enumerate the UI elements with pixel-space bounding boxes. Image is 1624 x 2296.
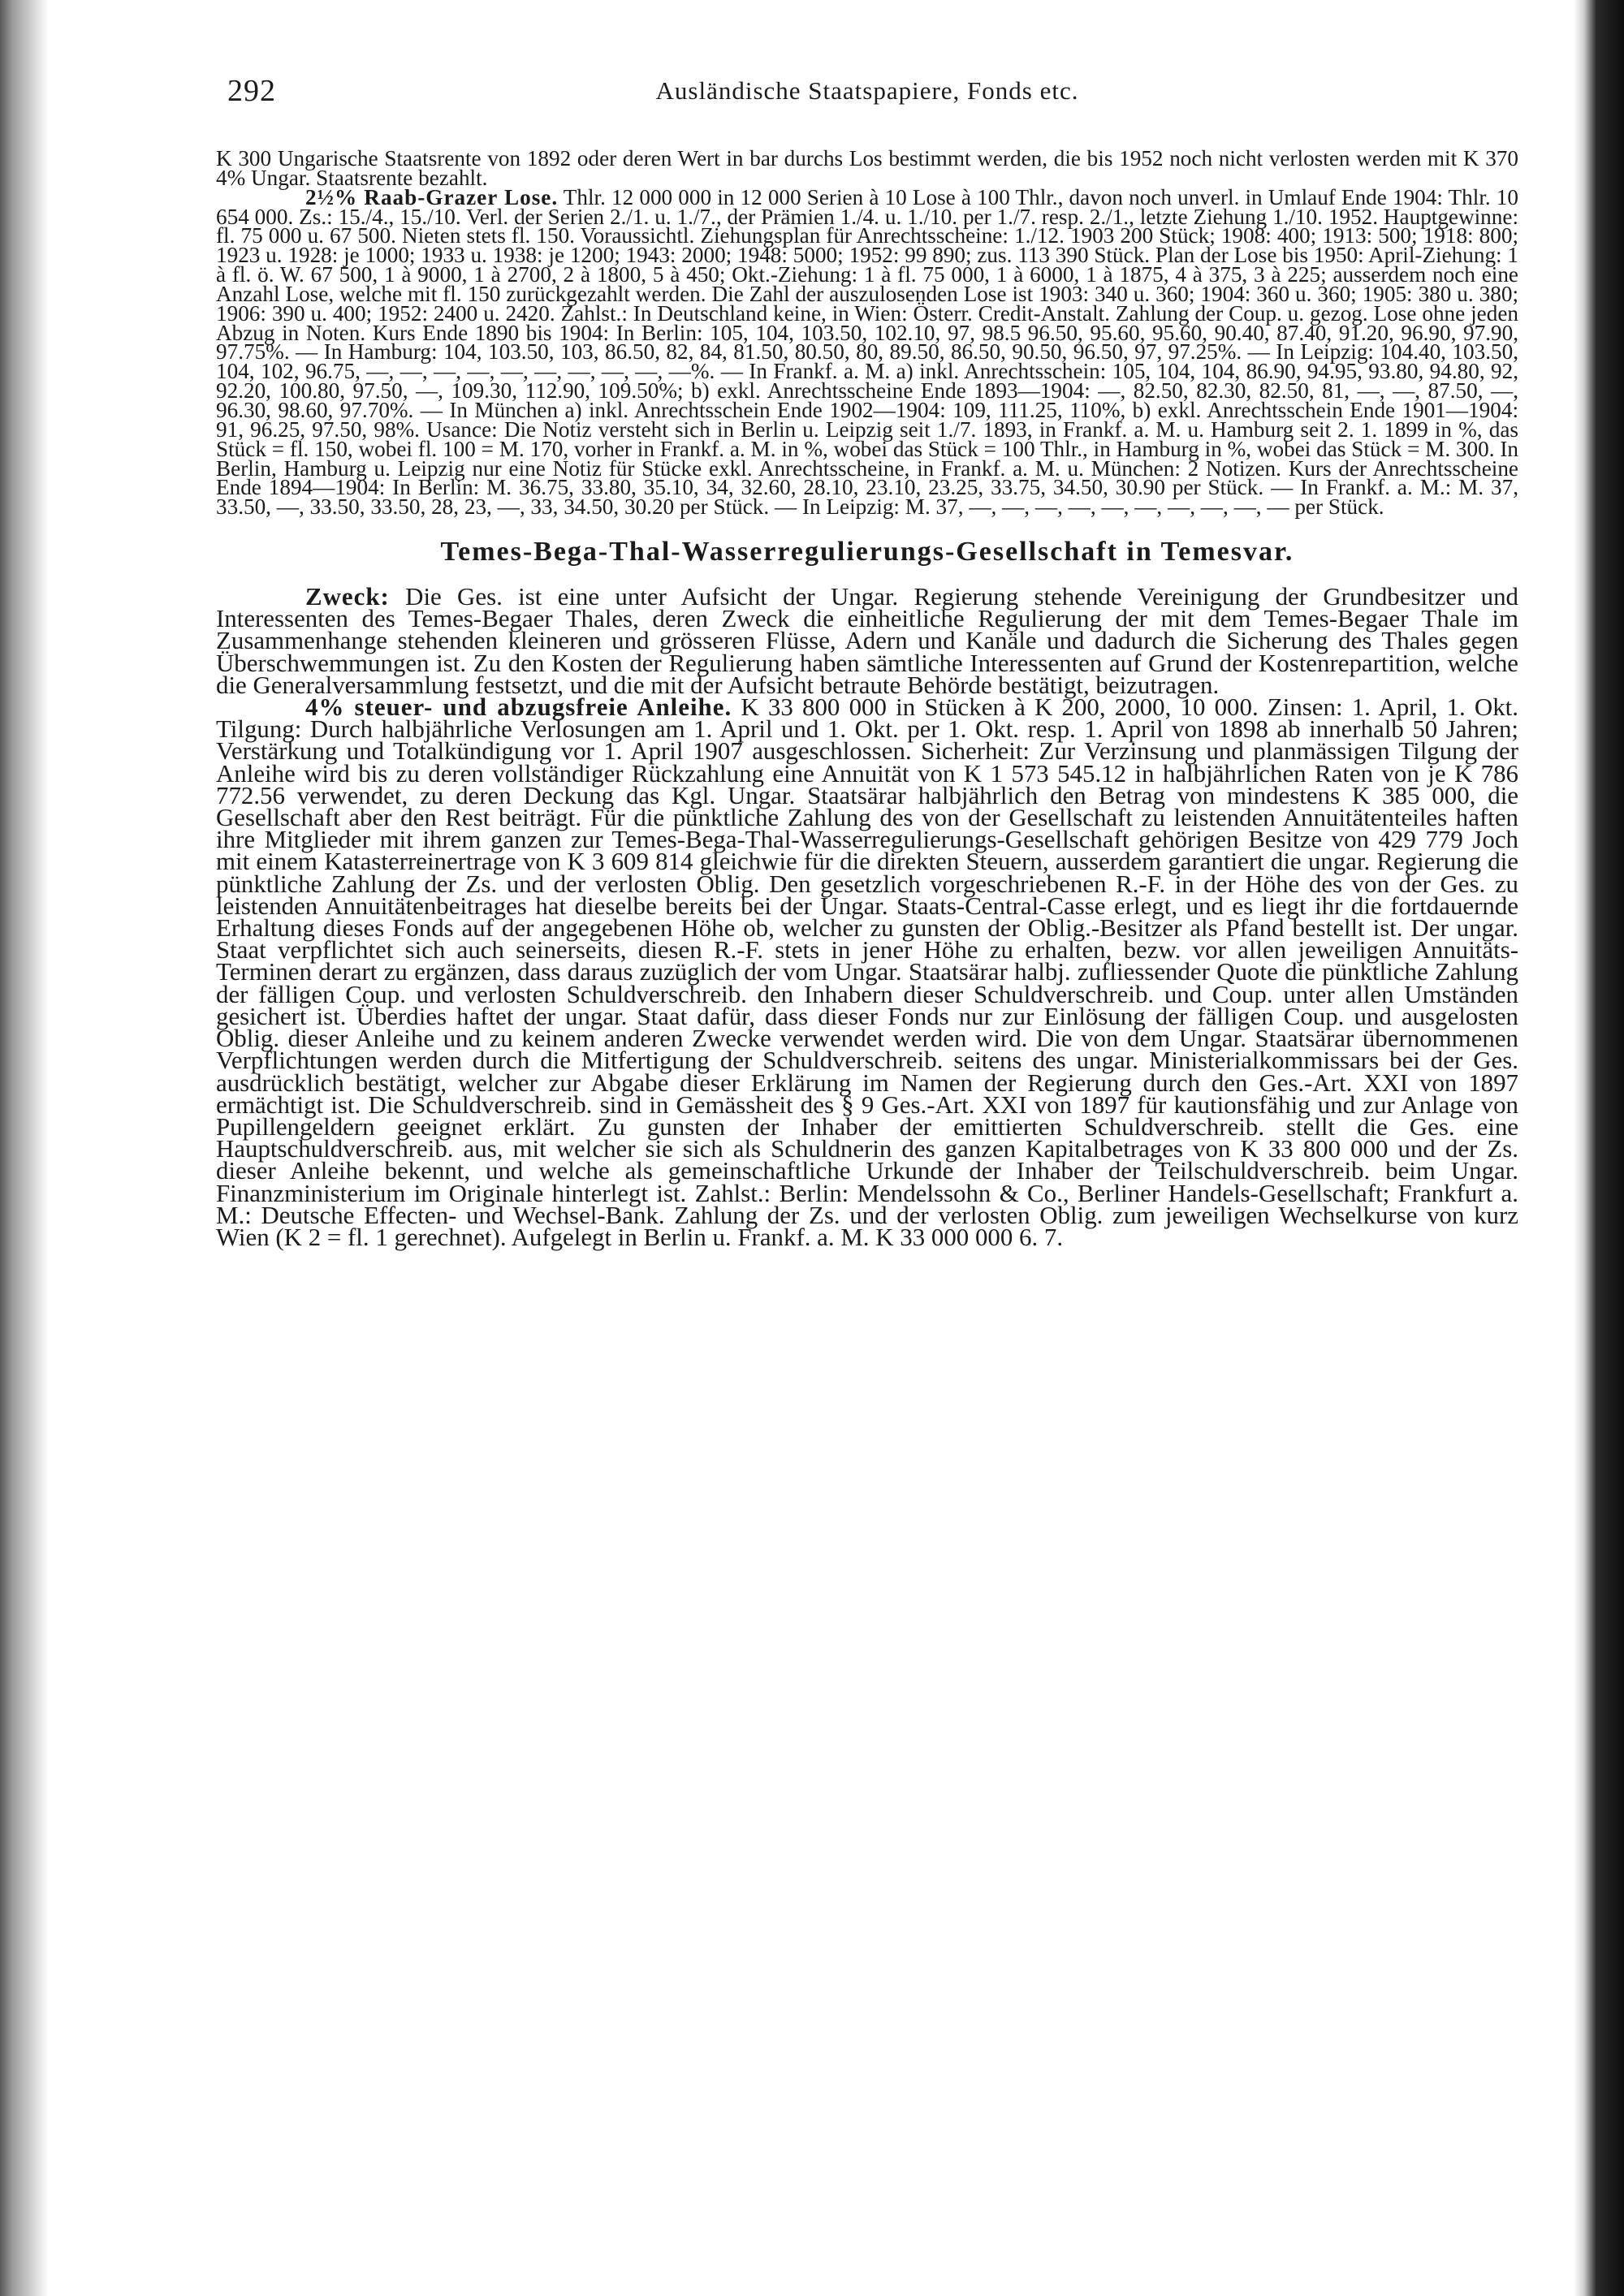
scan-shadow-left xyxy=(0,0,49,2296)
paragraph-purpose xyxy=(216,582,1518,699)
purpose-text: Die Ges. ist eine unter Aufsicht der Ungar. Regierung stehende Vereinigung der Grundbesitzer und Interessenten des Temes-Begaer Thales, deren Zweck die einheitliche Regulierung der mit dem Temes-Begaer Thale im Zusammenhange stehenden kleineren und grösseren Flüsse, Adern und Kanäle und dadurch die Sicherung des Thales gegen Überschwemmungen ist. Zu den Kosten der Regulierung haben sämtliche Interessenten auf Grund der Kostenrepartition, welche die Generalversammlung festsetzt, und die mit der Aufsicht betraute Behörde bestätigt, beizutragen. xyxy=(216,582,1518,699)
paragraph-raab-grazer xyxy=(216,184,1518,520)
section-heading: Temes-Bega-Thal-Wasserregulierungs-Gesellschaft in Temesvar. xyxy=(440,537,1294,568)
scan-shadow-right xyxy=(1574,0,1624,2296)
loan-body: Thlr. 12 000 000 in 12 000 Serien à 10 Lose à 100 Thlr., davon noch unverl. in Umlauf Ende 1904: Thlr. 10 654 000. Zs.: 15./4., 15./10. Verl. der Serien 2./1. u. 1./7., der Prämien 1./4. u. 1./10. per 1./7. resp. 2./1., letzte Ziehung 1./10. 1952. Hauptgewinne: fl. 75 000 u. 67 500. Nieten stets fl. 150. Voraussichtl. Ziehungsplan für Anrechtsscheine: 1./12. 1903 200 Stück; 1908: 400; 1913: 500; 1918: 800; 1923 u. 1928: je 1000; 1933 u. 1938: je 1200; 1943: 2000; 1948: 5000; 1952: 99 890; zus. 113 390 Stück. Plan der Lose bis 1950: April-Ziehung: 1 à fl. ö. W. 67 500, 1 à 9000, 1 à 2700, 2 à 1800, 5 à 450; Okt.-Ziehung: 1 à fl. 75 000, 1 à 6000, 1 à 1875, 4 à 375, 3 à 225; ausserdem noch eine Anzahl Lose, welche mit fl. 150 zurückgezahlt werden. Die Zahl der auszulosenden Lose ist 1903: 340 u. 360; 1904: 360 u. 360; 1905: 380 u. 380; 1906: 390 u. 400; 1952: 2400 u. 2420. Zahlst.: In Deutschland keine, in Wien: Österr. Credit-Anstalt. Zahlung der Coup. u. gezog. Lose ohne jeden Abzug in Noten. Kurs Ende 1890 bis 1904: In Berlin: 105, 104, 103.50, 102.10, 97, 98.5 96.50, 95.60, 95.60, 90.40, 87.40, 91.20, 96.90, 97.90, 97.75%. — In Hamburg: 104, 103.50, 103, 86.50, 82, 84, 81.50, 80.50, 80, 89.50, 86.50, 90.50, 96.50, 97, 97.25%. — In Leipzig: 104.40, 103.50, 104, 102, 96.75, —, —, —, —, —, —, —, —, —, —%. — In Frankf. a. M. a) inkl. Anrechtsschein: 105, 104, 104, 86.90, 94.95, 93.80, 94.80, 92, 92.20, 100.80, 97.50, —, 109.30, 112.90, 109.50%; b) exkl. Anrechtsscheine Ende 1893—1904: —, 82.50, 82.30, 82.50, 81, —, —, 87.50, —, 96.30, 98.60, 97.70%. — In München a) inkl. Anrechtsschein Ende 1902—1904: 109, 111.25, 110%, b) exkl. Anrechtsschein Ende 1901—1904: 91, 96.25, 97.50, 98%. Usance: Die Notiz versteht sich in Berlin u. Leipzig seit 1./7. 1893, in Frankf. a. M. u. Hamburg seit 2. 1. 1899 in %, das Stück = fl. 150, wobei fl. 100 = M. 170, vorher in Frankf. a. M. in %, wobei das Stück = 100 Thlr., in Hamburg in %, wobei das Stück = M. 300. In Berlin, Hamburg u. Leipzig nur eine Notiz für Stücke exkl. Anrechtsscheine, in Frankf. a. M. u. München: 2 Notizen. Kurs der Anrechtsscheine Ende 1894—1904: In Berlin: M. 36.75, 33.80, 35.10, 34, 32.60, 28.10, 23.10, 23.25, 33.75, 34.50, 30.90 per Stück. — In Frankf. a. M.: M. 37, 33.50, —, 33.50, 33.50, 28, 23, —, 33, 34.50, 30.20 per Stück. — In Leipzig: M. 37, —, —, —, —, —, —, —, —, —, — per Stück. xyxy=(216,184,1518,520)
loan-label: 4% steuer- und abzugsfreie Anleihe. xyxy=(305,693,732,722)
page-header xyxy=(216,67,1518,119)
loan-title: 2½% Raab-Grazer Lose. xyxy=(305,184,559,209)
paragraph-loan xyxy=(216,693,1518,1251)
purpose-label: Zweck: xyxy=(305,582,390,611)
section-temes-bega xyxy=(216,582,1518,1251)
document-page xyxy=(216,67,1518,2275)
running-title: Ausländische Staatspapiere, Fonds etc. xyxy=(655,76,1079,105)
section-raab-grazer xyxy=(216,146,1518,520)
paragraph-intro: K 300 Ungarische Staatsrente von 1892 oder deren Wert in bar durchs Los bestimmt werden, die bis 1952 noch nicht verlosten werden mit K 370 4% Ungar. Staatsrente bezahlt. xyxy=(216,146,1518,190)
page-number: 292 xyxy=(227,74,276,108)
loan-text: K 33 800 000 in Stücken à K 200, 2000, 10 000. Zinsen: 1. April, 1. Okt. Tilgung: Durch halbjährliche Verlosungen am 1. April und 1. Okt. per 1. Okt. resp. 1. April von 1898 ab innerhalb 50 Jahren; Verstärkung und Totalkündigung vor 1. April 1907 ausgeschlossen. Sicherheit: Zur Verzinsung und planmässigen Tilgung der Anleihe wird bis zu deren vollständiger Rückzahlung eine Annuität von K 1 573 545.12 in halbjährlichen Raten von je K 786 772.56 verwendet, zu deren Deckung das Kgl. Ungar. Staatsärar halbjährlich den Betrag von mindestens K 385 000, die Gesellschaft aber den Rest beiträgt. Für die pünktliche Zahlung des von der Gesellschaft zu leistenden Annuitätenteiles haften ihre Mitglieder mit ihrem ganzen zur Temes-Bega-Thal-Wasserregulierungs-Gesellschaft gehörigen Besitze von 429 779 Joch mit einem Katasterreinertrage von K 3 609 814 gleichwie für die direkten Steuern, ausserdem garantiert die ungar. Regierung die pünktliche Zahlung der Zs. und der verlosten Oblig. Den gesetzlich vorgeschriebenen R.-F. in der Höhe des von der Ges. zu leistenden Annuitätenbeitrages hat dieselbe bereits bei der Ungar. Staats-Central-Casse erlegt, und es liegt ihr die fortdauernde Erhaltung dieses Fonds auf der angegebenen Höhe ob, welcher zu gunsten der Oblig.-Besitzer als Pfand bestellt ist. Der ungar. Staat verpflichtet sich auch seinerseits, diesen R.-F. stets in jener Höhe zu erhalten, bezw. vor allen jeweiligen Annuitäts-Terminen derart zu ergänzen, dass daraus zuzüglich der vom Ungar. Staatsärar halbj. zufliessender Quote die pünktliche Zahlung der fälligen Coup. und verlosten Schuldverschreib. den Inhabern dieser Schuldverschreib. und Coup. unter allen Umständen gesichert ist. Überdies haftet der ungar. Staat dafür, dass dieser Fonds nur zur Einlösung der fälligen Coup. und ausgelosten Oblig. dieser Anleihe und zu keinem anderen Zwecke verwendet werden wird. Die von dem Ungar. Staatsärar übernommenen Verpflichtungen werden durch die Mitfertigung der Schuldverschreib. seitens des ungar. Ministerialkommissars bei der Ges. ausdrücklich bestätigt, welcher zur Abgabe dieser Erklärung im Namen der Regierung durch den Ges.-Art. XXI von 1897 ermächtigt ist. Die Schuldverschreib. sind in Gemässheit des § 9 Ges.-Art. XXI von 1897 für kautionsfähig und zur Anlage von Pupillengeldern geeignet erklärt. Zu gunsten der Inhaber der emittierten Schuldverschreib. stellt die Ges. eine Hauptschuldverschreib. aus, mit welcher sie sich als Schuldnerin des ganzen Kapitalbetrages von K 33 800 000 und der Zs. dieser Anleihe bekennt, und welche als gemeinschaftliche Urkunde der Inhaber der Teilschuldverschreib. beim Ungar. Finanzministerium im Originale hinterlegt ist. Zahlst.: Berlin: Mendelssohn & Co., Berliner Handels-Gesellschaft; Frankfurt a. M.: Deutsche Effecten- und Wechsel-Bank. Zahlung der Zs. und der verlosten Oblig. zum jeweiligen Wechselkurse von kurz Wien (K 2 = fl. 1 gerechnet). Aufgelegt in Berlin u. Frankf. a. M. K 33 000 000 6. 7. xyxy=(216,693,1518,1251)
